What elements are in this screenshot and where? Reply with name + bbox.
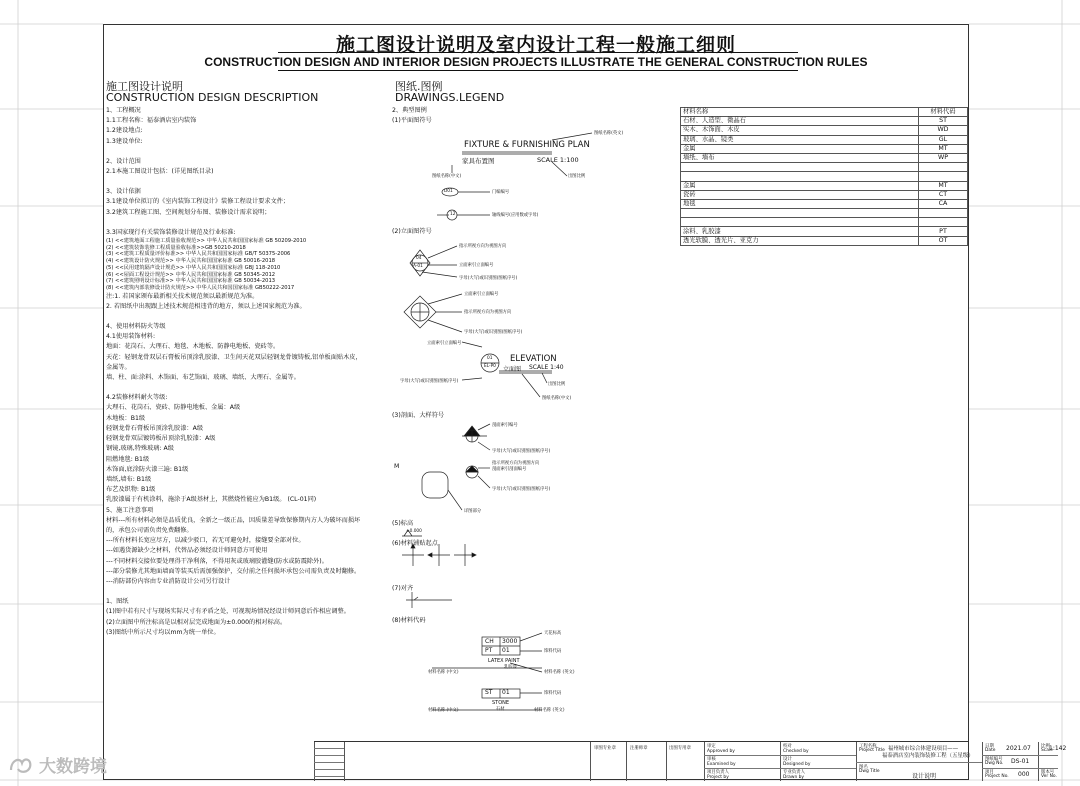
annotation: 字母(大写)或识别图(图纸序号) xyxy=(492,487,551,492)
text-line: 钢镜,玻璃,特殊玻璃: A级 xyxy=(106,445,174,453)
material-name xyxy=(681,163,919,172)
text-line: (1)图中若有尺寸与现场实际尺寸有矛盾之处，可视现场情况经设计师同意后作相应调整。 xyxy=(106,608,350,616)
text-line: 木饰面,底涂防火漆三遍: B1级 xyxy=(106,465,189,473)
legend-section-label: 2、典型图例 xyxy=(392,107,427,114)
text-line: 3.2建筑工程施工图、空间规划分布图、装修设计需求说明； xyxy=(106,208,271,216)
project-name: 福泰酒店室内装饰装修工程（五星级） xyxy=(882,753,974,759)
plan-scale: SCALE 1:100 xyxy=(537,156,579,164)
legend-heading-en: DRAWINGS.LEGEND xyxy=(395,91,505,104)
material-name xyxy=(681,209,919,218)
material-code-number: 3000 xyxy=(502,638,518,645)
subtitle-underline xyxy=(278,70,798,71)
project-no-label-en: Project No. xyxy=(985,774,1009,779)
material-name: 涂料、乳胶漆 xyxy=(681,227,919,236)
table-row xyxy=(681,163,968,172)
material-name xyxy=(681,172,919,181)
designed-label-cn: 设计 xyxy=(783,757,792,762)
project-by-label-cn: 项目负责人 xyxy=(707,770,729,775)
project-name: 福州城市综合体建设项目—— xyxy=(888,746,959,752)
annotation: 字母(大写)或识别图(图纸序号) xyxy=(464,330,523,335)
text-line: 3、设计依据 xyxy=(106,188,141,196)
text-line: (2)立面图中所注标高是以相对层完成地面为±0.000的相对标高。 xyxy=(106,618,287,626)
material-code: WD xyxy=(919,126,968,135)
material-code: GL xyxy=(919,135,968,144)
checked-label-en: Checked by xyxy=(783,749,809,754)
material-code-number: 01 xyxy=(502,689,510,696)
m-label: M xyxy=(394,463,400,470)
approved-label-en: Approved by xyxy=(707,749,735,754)
table-row xyxy=(681,117,968,126)
standard-item: (5) <<民用建筑隔声设计规范>> 中华人民共和国国家标准 GBJ 118-2010 xyxy=(106,264,281,271)
text-line: 布艺及织物: B1级 xyxy=(106,486,156,494)
material-name-en: LATEX PAINT xyxy=(488,658,520,664)
legend-section-label: (3)剖面、大样符号 xyxy=(392,412,445,419)
legend-section-label: (7)对齐 xyxy=(392,585,414,592)
annotation: 材料名称 (中文) xyxy=(428,670,459,675)
material-code xyxy=(919,209,968,218)
text-line: 1.1工程名称：福泰酒店室内装饰 xyxy=(106,117,197,125)
date-label-cn: 日期 xyxy=(985,744,994,749)
design-description xyxy=(106,106,386,638)
text-line: 1、图纸 xyxy=(106,598,129,606)
annotation: 剖面索引剖面编号 xyxy=(492,467,527,472)
elevation-scale: SCALE 1:40 xyxy=(529,364,564,371)
annotation: 饰料代码 xyxy=(544,649,562,654)
text-line: 大理石、花岗石、瓷砖、防静电地板、金属：A级 xyxy=(106,404,241,412)
drawn-label-cn: 专业负责人 xyxy=(783,770,805,775)
text-line: 木地板：B1级 xyxy=(106,414,146,422)
annotation: 字母(大写)或识别图(图纸序号) xyxy=(459,276,518,281)
material-code-number: 01 xyxy=(502,647,510,654)
annotation: 材料名称 (英文) xyxy=(534,708,565,713)
elev-code: 04 xyxy=(416,256,422,261)
stamp-label: 审图专业章 xyxy=(594,746,616,751)
material-code: MT xyxy=(919,181,968,190)
annotation: 立面索引立面编号 xyxy=(459,263,494,268)
table-row xyxy=(681,236,968,245)
material-name: 金属 xyxy=(681,144,919,153)
standard-item: (2) <<建筑装饰装修工程质量验收标准>>GB 50210-2018 xyxy=(106,244,246,251)
annotation: 剖面索引编号 xyxy=(492,423,518,428)
table-row xyxy=(681,190,968,199)
table-row xyxy=(681,181,968,190)
scale-label-en: Scale xyxy=(1041,748,1053,753)
text-line: ---如遇货源缺少之材料，代替品必须经设计师同意方可使用 xyxy=(106,547,268,555)
annotation: 材料名称 (中文) xyxy=(428,708,459,713)
text-line: 3.1建设单位拟订的《室内装饰工程设计》装修工程设计要求文件； xyxy=(106,198,290,206)
annotation: 字母(大写)或识别图(图纸序号) xyxy=(400,379,459,384)
stamp-label: 出图专用章 xyxy=(669,746,691,751)
annotation: 门编编号 xyxy=(492,190,510,195)
annotation: 立面索引立面编号 xyxy=(427,341,462,346)
date-value: 2021.07 xyxy=(1006,745,1031,752)
elevation-title: ELEVATION xyxy=(510,354,557,364)
text-line: 地面：花岗石、大理石、地毯、木地板、防静电地板、瓷砖等。 xyxy=(106,343,280,351)
text-line: 墙、柱、面:涂料、木饰面、布艺饰面、玻璃、墙纸、大理石、金属等。 xyxy=(106,374,300,382)
text-line: 金属等。 xyxy=(106,363,131,371)
page-title: 施工图设计说明及室内设计工程一般施工细则 xyxy=(335,34,736,56)
material-name: 实木、木饰面、木皮 xyxy=(681,126,919,135)
material-code xyxy=(919,218,968,227)
material-name: 金属 xyxy=(681,181,919,190)
watermark xyxy=(8,752,107,777)
annotation: 指示所视方向为视图方向 xyxy=(459,244,507,249)
text-line: 阻燃地毯: B1级 xyxy=(106,455,150,463)
table-row xyxy=(681,218,968,227)
examined-label-cn: 审核 xyxy=(707,757,716,762)
annotation: 图纸名称(英文) xyxy=(594,131,624,136)
material-code: PT xyxy=(919,227,968,236)
annotation: 指示所视方向为视图方向 xyxy=(492,461,540,466)
drawing-title: 设计说明 xyxy=(912,773,937,780)
annotation: 天花标高 xyxy=(544,631,562,636)
material-name-cn: 乳胶漆 xyxy=(504,665,517,670)
annotation: 轴线编号(应用数或字母) xyxy=(492,213,539,218)
table-row xyxy=(681,199,968,208)
annotation: 材料名称 (英文) xyxy=(544,670,575,675)
project-title-label-cn: 工程名称 xyxy=(859,744,877,749)
legend-section-label: (5)标高 xyxy=(392,520,414,527)
version-label-en: Ver No. xyxy=(1041,774,1057,779)
elevation-title-cn: 立面图 xyxy=(503,366,522,373)
table-header: 材料名称 xyxy=(681,108,919,117)
annotation: 饰料代码 xyxy=(544,691,562,696)
annotation: 图纸名称(中文) xyxy=(432,174,462,179)
text-line: (3)图纸中所示尺寸均以mm为统一单位。 xyxy=(106,628,220,636)
material-code xyxy=(919,172,968,181)
material-name: 地毯 xyxy=(681,199,919,208)
material-code: CA xyxy=(919,199,968,208)
legend-section-label: (1)平面图符号 xyxy=(392,117,432,124)
title-block xyxy=(314,741,1067,781)
text-line: 4.2装修材料耐火等级: xyxy=(106,394,168,402)
designed-label-en: Designed by xyxy=(783,762,811,767)
text-line: 4、使用材料防火等级 xyxy=(106,323,166,331)
text-line: ---不同材料交接位要处理得干净利落，不得用灰或玻璃胶灌缝(防水或防震除外)。 xyxy=(106,557,328,565)
material-code: OT xyxy=(919,236,968,245)
annotation: 出图比例 xyxy=(548,382,566,387)
text-line: 4.1使用装饰材料: xyxy=(106,333,156,341)
table-header-row xyxy=(681,108,968,117)
text-line: 2. 若图纸中出现跟上述技术规范相违背的地方，须以上述国家规范为准。 xyxy=(106,302,306,310)
project-title-label-en: Project Title xyxy=(859,748,885,753)
text-line: 3.3国家现行有关装饰装修设计规范及行业标准: xyxy=(106,228,236,236)
dwg-no-value: DS-01 xyxy=(1011,758,1030,765)
material-name: 透光软膜、透光片、亚克力 xyxy=(681,236,919,245)
standard-item: (4) <<建筑设计防火规范>> 中华人民共和国国家标准 GB 50016-2018 xyxy=(106,258,276,265)
stamp-label: 注册师章 xyxy=(630,746,648,751)
text-line: 材料---所有材料必须是品质优良，全新之一级正品，因质量差导致保修期内方人为破坏而损坏 xyxy=(106,516,361,524)
standard-item: (3) <<建筑工程质量评价标准>> 中华人民共和国国家标准 GB/T 50375-2006 xyxy=(106,251,291,258)
legend-heading-cn: 图纸.图例 xyxy=(395,80,443,93)
table-row xyxy=(681,126,968,135)
page-subtitle: CONSTRUCTION DESIGN AND INTERIOR DESIGN PROJECTS ILLUSTRATE THE GENERAL CONSTRUCTION RULES xyxy=(204,55,868,69)
text-line: 2、设计范围 xyxy=(106,157,141,165)
text-line: 1、工程概况 xyxy=(106,107,141,114)
design-heading-cn: 施工图设计说明 xyxy=(106,80,183,93)
project-no-label-cn: 项目 xyxy=(985,770,994,775)
annotation: 指示所视方向为视图方向 xyxy=(464,310,512,315)
dwg-no-label-cn: 图纸编号 xyxy=(985,757,1003,762)
annotation: 图纸名称(中文) xyxy=(542,396,572,401)
table-header: 材料代码 xyxy=(919,108,968,117)
material-code xyxy=(919,163,968,172)
legend-section-label: (2)立面图符号 xyxy=(392,228,432,235)
text-line: ---部分装修尤其地面墙面等装买后需加强保护，交付前之任何损坏承包公司需负责及时翻修。 xyxy=(106,567,361,575)
scale-label-cn: 比例 xyxy=(1041,744,1050,749)
text-line: 轻钢龙骨双层镀铸板吊顶涂乳胶漆：A级 xyxy=(106,435,216,443)
approved-label-cn: 审定 xyxy=(707,744,716,749)
material-name: 瓷砖 xyxy=(681,190,919,199)
door-code: D01 xyxy=(444,189,453,194)
material-name: 石材、人造型、微晶石 xyxy=(681,117,919,126)
dwg-title-label-cn: 图名 xyxy=(859,765,868,770)
plan-title-en: FIXTURE & FURNISHING PLAN xyxy=(464,140,590,150)
text-line: 1.3建设单位: xyxy=(106,137,143,145)
table-row xyxy=(681,209,968,218)
text-line: 1.2建设地点: xyxy=(106,127,143,135)
material-code: MT xyxy=(919,144,968,153)
annotation: 字母(大写)或识别图(图纸序号) xyxy=(492,449,551,454)
annotation: 出图比例 xyxy=(568,174,586,179)
drawn-label-en: Drawn by xyxy=(783,775,805,780)
annotation: 详图部分 xyxy=(464,509,482,514)
material-code: ST xyxy=(919,117,968,126)
text-line: 2.1本施工图设计包括：(详见图纸目录) xyxy=(106,168,214,176)
table-row xyxy=(681,172,968,181)
dwg-no-label-en: Dwg No. xyxy=(985,761,1004,766)
checked-label-cn: 校对 xyxy=(783,744,792,749)
annotation: 立面索引立面编号 xyxy=(464,292,499,297)
table-row xyxy=(681,144,968,153)
standard-item: (1) <<建筑地面工程施工质量验收规范>> 中华人民共和国国家标准 GB 50209-2010 xyxy=(106,238,307,245)
standard-item: (6) <<屋面工程设计规范>> 中华人民共和国国家标准 GB 50345-2012 xyxy=(106,271,276,278)
watermark-text: 大数跨境 xyxy=(39,757,107,777)
material-name-cn: 石材 xyxy=(496,707,505,712)
text-line: 轻钢龙骨石膏板吊顶涂乳胶漆：A级 xyxy=(106,424,204,432)
standard-item: (7) <<建筑照明设计标准>> 中华人民共和国国家标准 GB 50034-2013 xyxy=(106,278,276,285)
text-line: ---消防部份内容由专业消防设计公司另行设计 xyxy=(106,577,231,585)
text-line: 乳胶漆属于有机涂料，施涂于A级基材上，其燃烧性能应为B1级。 (CL-01同) xyxy=(106,496,317,504)
material-name xyxy=(681,218,919,227)
table-row xyxy=(681,227,968,236)
axis-number: 12 xyxy=(450,212,456,217)
examined-label-en: Examined by xyxy=(707,762,736,767)
design-heading-en: CONSTRUCTION DESIGN DESCRIPTION xyxy=(106,91,319,104)
legend-panel xyxy=(392,100,662,720)
scale-value: 1:142 xyxy=(1049,745,1067,752)
text-line: 天花：轻钢龙骨双层石膏板吊顶涂乳胶漆、卫生间天花双层轻钢龙骨镀铸板,铝单板面贴木皮， xyxy=(106,353,362,361)
text-line: 注:1. 若国家颁布最新相关技术规范须以最新规范为准。 xyxy=(106,292,259,300)
material-code: WP xyxy=(919,153,968,162)
dwg-title-label-en: Dwg Title xyxy=(859,769,880,774)
table-row xyxy=(681,153,968,162)
date-label-en: Date xyxy=(985,748,996,753)
elev-code: A-01 xyxy=(413,264,423,269)
material-code: ST xyxy=(485,689,493,696)
text-line: ---所有材料长宽应尽方，以减少驳口，若无可避免时，接缝要全部对位。 xyxy=(106,537,305,545)
text-line: 墙纸,墙布: B1级 xyxy=(106,475,152,483)
level-value: ±0.000 xyxy=(406,529,422,534)
watermark-logo-icon xyxy=(8,755,34,775)
table-row xyxy=(681,135,968,144)
material-name: 墙纸、墙布 xyxy=(681,153,919,162)
legend-section-label: (6)材料铺贴起点 xyxy=(392,540,438,547)
title-underline xyxy=(278,52,798,53)
material-name: 玻璃、水晶、镜类 xyxy=(681,135,919,144)
text-line: 的，承包公司需负责免费翻修。 xyxy=(106,526,193,534)
project-no-value: 000 xyxy=(1018,771,1030,778)
elev-circle-top: 01 xyxy=(487,356,493,361)
legend-section-label: (8)材料代码 xyxy=(392,617,426,624)
version-label-cn: 版本号 xyxy=(1041,770,1055,775)
material-code: CH xyxy=(485,638,494,645)
material-code-table xyxy=(680,107,968,246)
project-by-label-en: Project by xyxy=(707,775,729,780)
material-code: CT xyxy=(919,190,968,199)
material-name-en: STONE xyxy=(492,700,510,706)
plan-title-cn: 家具布置图 xyxy=(462,157,495,165)
text-line: 5、施工注意事项 xyxy=(106,506,154,514)
elev-circle-bottom: EL-P0 xyxy=(484,364,496,369)
material-code: PT xyxy=(485,647,493,654)
standard-item: (8) <<建筑内部装修设计防火规范>> 中华人民共和国国家标准 GB50222-2017 xyxy=(106,284,295,291)
